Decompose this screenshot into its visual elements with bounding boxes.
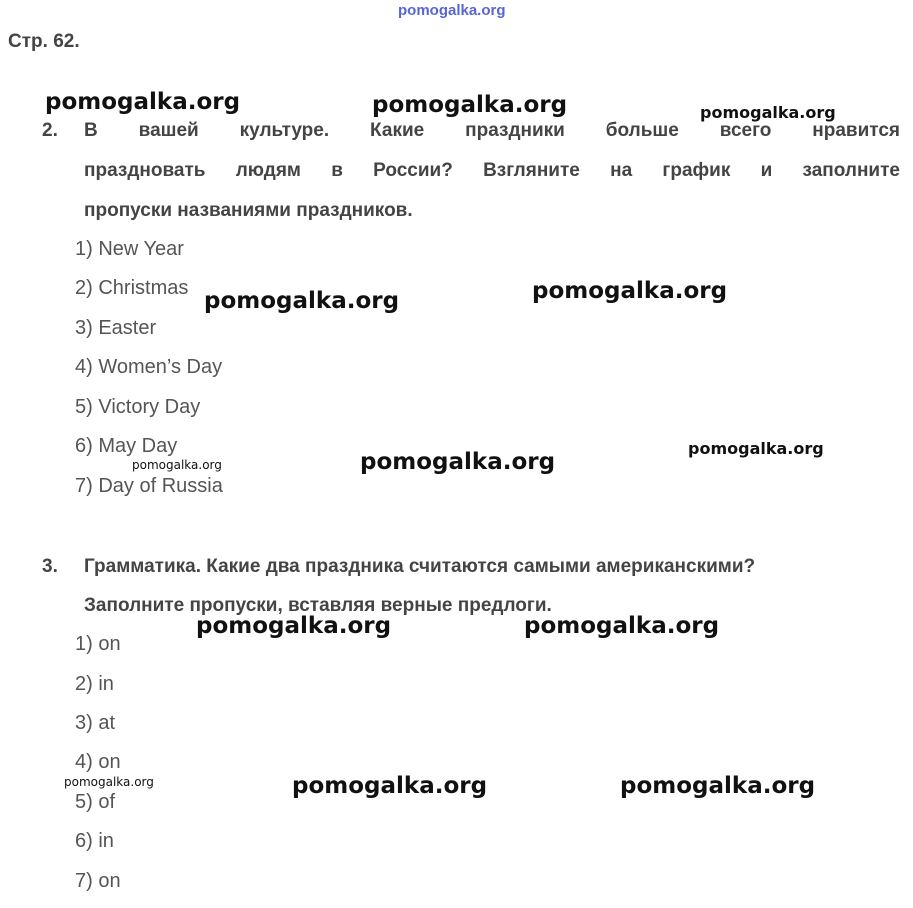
watermark: pomogalka.org xyxy=(360,449,556,475)
watermark: pomogalka.org xyxy=(204,288,400,314)
q3-answer-5: 5) of xyxy=(75,791,116,813)
q2-answer-5: 5) Victory Day xyxy=(75,396,201,418)
page-number: Стр. 62. xyxy=(8,31,80,52)
watermark: pomogalka.org xyxy=(620,773,816,799)
watermark: pomogalka.org xyxy=(292,773,488,799)
q3-answer-1: 1) on xyxy=(75,633,121,655)
watermark: pomogalka.org xyxy=(45,89,241,115)
q3-answer-7: 7) on xyxy=(75,870,121,892)
q3-answer-2: 2) in xyxy=(75,673,114,695)
q2-answer-2: 2) Christmas xyxy=(75,277,189,299)
question-2-line-1: В вашей культуре. Какие праздники больше всего нравится xyxy=(84,120,900,141)
q2-answer-3: 3) Easter xyxy=(75,317,157,339)
question-3-line-1: Грамматика. Какие два праздника считаются самыми американскими? xyxy=(84,556,756,577)
watermark: pomogalka.org xyxy=(196,613,392,639)
question-2-line-2: праздновать людям в России? Взгляните на график и заполните xyxy=(84,160,900,181)
watermark: pomogalka.org xyxy=(524,613,720,639)
q2-answer-6: 6) May Day xyxy=(75,435,178,457)
question-2-line-3: пропуски названиями праздников. xyxy=(84,200,413,221)
watermark: pomogalka.org xyxy=(64,775,154,789)
q2-answer-7: 7) Day of Russia xyxy=(75,475,223,497)
question-3-line-2: Заполните пропуски, вставляя верные предлоги. xyxy=(84,595,552,616)
watermark: pomogalka.org xyxy=(700,103,836,122)
watermark: pomogalka.org xyxy=(532,278,728,304)
watermark: pomogalka.org xyxy=(132,458,222,472)
q2-answer-4: 4) Women’s Day xyxy=(75,356,223,378)
question-3-number: 3. xyxy=(42,556,58,577)
watermark: pomogalka.org xyxy=(688,439,824,458)
q3-answer-3: 3) at xyxy=(75,712,116,734)
q3-answer-6: 6) in xyxy=(75,830,114,852)
q2-answer-1: 1) New Year xyxy=(75,238,184,260)
q3-answer-4: 4) on xyxy=(75,751,121,773)
question-2-number: 2. xyxy=(42,120,58,141)
watermark-top: pomogalka.org xyxy=(398,2,506,19)
watermark: pomogalka.org xyxy=(372,92,568,118)
